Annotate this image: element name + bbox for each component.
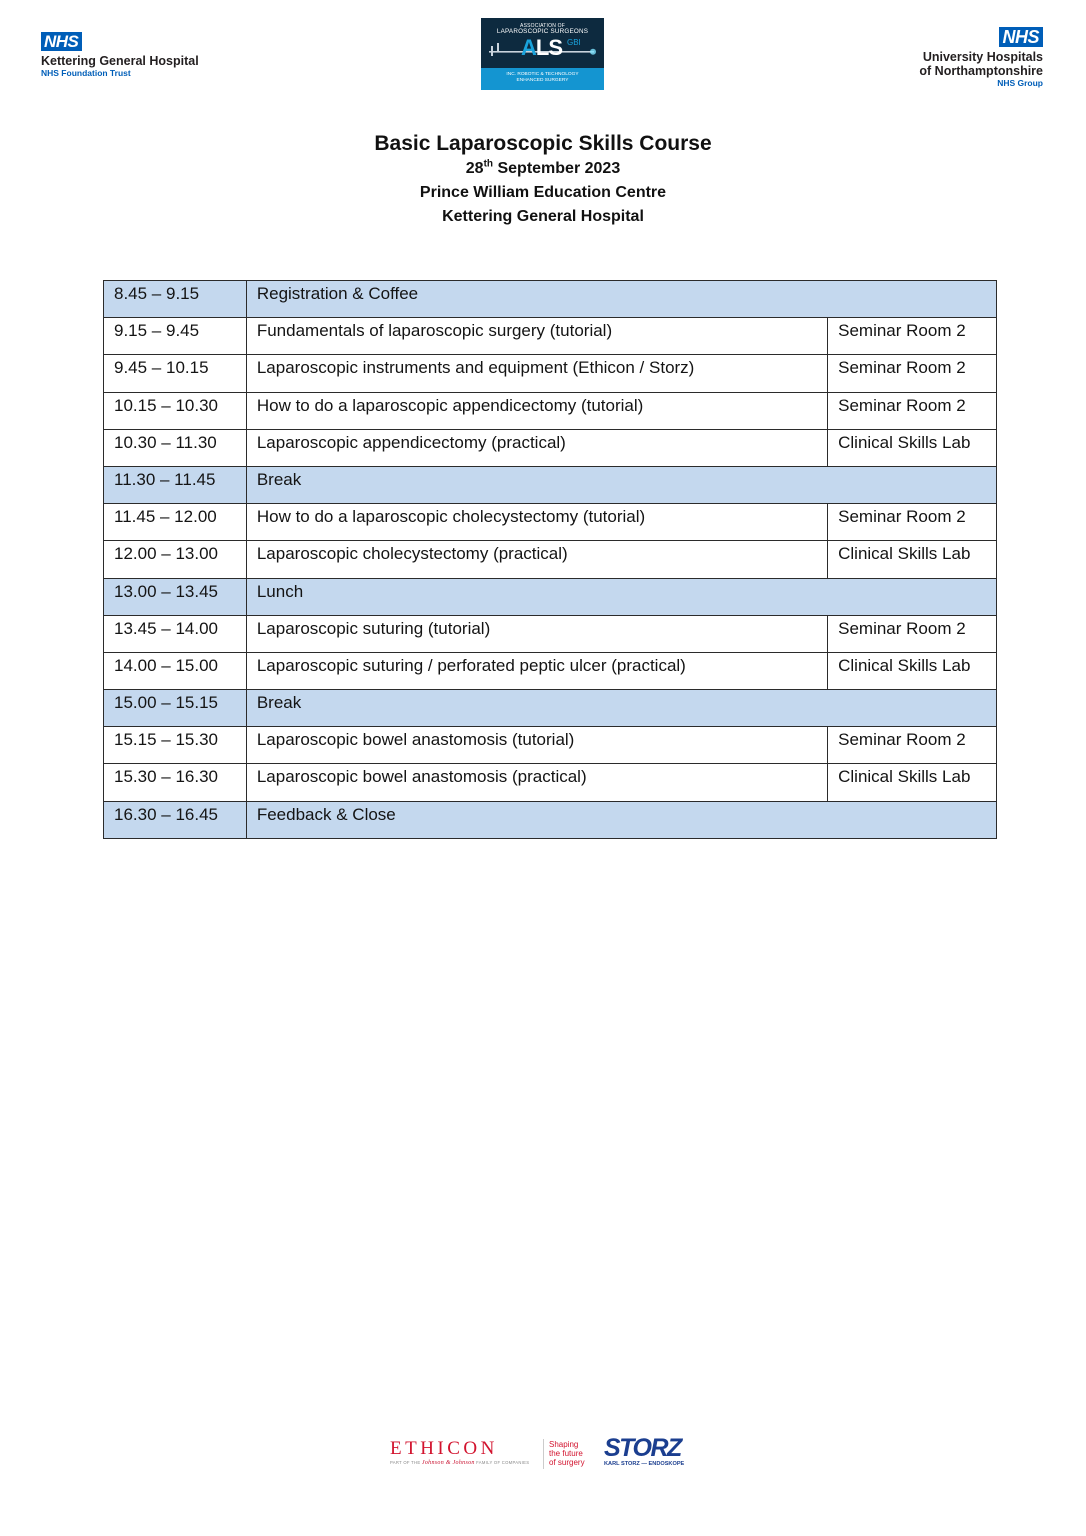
als-gbi-logo: [481, 18, 604, 90]
nhs-badge: NHS: [999, 27, 1043, 47]
time-cell: 15.15 – 15.30: [104, 727, 247, 764]
room-cell: Clinical Skills Lab: [828, 652, 997, 689]
activity-cell: Feedback & Close: [246, 801, 996, 838]
storz-logo: [604, 1436, 684, 1468]
schedule-row: [104, 652, 997, 689]
ethicon-sub-prefix: PART OF THE: [390, 1460, 422, 1465]
schedule-body: [104, 281, 997, 839]
room-cell: Seminar Room 2: [828, 615, 997, 652]
als-letters-ls: LS: [535, 35, 563, 60]
sponsor-logos: [388, 1436, 698, 1472]
sponsor-divider: [543, 1439, 544, 1469]
time-cell: 10.15 – 10.30: [104, 392, 247, 429]
storz-subtitle: KARL STORZ — ENDOSKOPE: [604, 1461, 685, 1467]
schedule-row-break: [104, 466, 997, 503]
schedule-row: [104, 541, 997, 578]
schedule-row: [104, 504, 997, 541]
course-hospital: Kettering General Hospital: [442, 208, 644, 225]
jnj-wordmark: Johnson & Johnson: [421, 1460, 475, 1466]
time-cell: 8.45 – 9.15: [104, 281, 247, 318]
activity-cell: Break: [246, 690, 996, 727]
schedule-row-break: [104, 281, 997, 318]
tagline-line1: Shaping: [549, 1440, 579, 1449]
time-cell: 14.00 – 15.00: [104, 652, 247, 689]
course-venue: Prince William Education Centre: [419, 184, 667, 201]
schedule-row: [104, 355, 997, 392]
schedule-row: [104, 727, 997, 764]
university-hospitals-northamptonshire-logo: [919, 27, 1043, 89]
schedule-row: [104, 392, 997, 429]
als-tagline-line1: INC. ROBOTIC & TECHNOLOGY: [506, 72, 579, 77]
kettering-general-hospital-logo: [41, 32, 199, 78]
activity-cell: Laparoscopic cholecystectomy (practical): [246, 541, 827, 578]
time-cell: 12.00 – 13.00: [104, 541, 247, 578]
time-cell: 16.30 – 16.45: [104, 801, 247, 838]
tagline-line3: of surgery: [549, 1458, 585, 1467]
activity-cell: Laparoscopic appendicectomy (practical): [246, 429, 827, 466]
room-cell: Seminar Room 2: [828, 318, 997, 355]
ethicon-subline: [390, 1460, 529, 1466]
hospital-subtitle: NHS Foundation Trust: [41, 68, 131, 78]
room-cell: Clinical Skills Lab: [828, 764, 997, 801]
schedule-row: [104, 429, 997, 466]
time-cell: 15.00 – 15.15: [104, 690, 247, 727]
schedule-row: [104, 318, 997, 355]
course-date: [0, 157, 1086, 181]
tagline-line2: the future: [549, 1449, 583, 1458]
als-tagline: [481, 68, 604, 90]
storz-wordmark: STORZ: [604, 1434, 681, 1462]
room-cell: Clinical Skills Lab: [828, 429, 997, 466]
als-line2: LAPAROSCOPIC SURGEONS: [496, 28, 589, 35]
org-name-line1: University Hospitals: [922, 50, 1043, 64]
room-cell: Seminar Room 2: [828, 355, 997, 392]
room-cell: Seminar Room 2: [828, 504, 997, 541]
time-cell: 11.45 – 12.00: [104, 504, 247, 541]
ethicon-tagline: [549, 1440, 585, 1467]
schedule-row-break: [104, 801, 997, 838]
room-cell: Clinical Skills Lab: [828, 541, 997, 578]
activity-cell: Laparoscopic bowel anastomosis (practical): [246, 764, 827, 801]
hospital-name: Kettering General Hospital: [41, 54, 199, 68]
schedule-row: [104, 764, 997, 801]
activity-cell: How to do a laparoscopic cholecystectomy (tutorial): [246, 504, 827, 541]
schedule-row: [104, 615, 997, 652]
activity-cell: How to do a laparoscopic appendicectomy (tutorial): [246, 392, 827, 429]
date-month-year: September 2023: [493, 160, 621, 177]
als-letter-a: A: [521, 35, 536, 60]
schedule-row-break: [104, 690, 997, 727]
activity-cell: Laparoscopic suturing (tutorial): [246, 615, 827, 652]
course-title: Basic Laparoscopic Skills Course: [374, 132, 712, 155]
ethicon-logo: ETHICON: [390, 1438, 498, 1459]
activity-cell: Laparoscopic bowel anastomosis (tutorial): [246, 727, 827, 764]
activity-cell: Laparoscopic suturing / perforated peptic ulcer (practical): [246, 652, 827, 689]
time-cell: 15.30 – 16.30: [104, 764, 247, 801]
schedule-row-break: [104, 578, 997, 615]
als-org-title: [481, 23, 604, 35]
als-tagline-line2: ENHANCED SURGERY: [516, 78, 569, 83]
room-cell: Seminar Room 2: [828, 392, 997, 429]
time-cell: 11.30 – 11.45: [104, 466, 247, 503]
activity-cell: Break: [246, 466, 996, 503]
nhs-badge: NHS: [41, 32, 82, 51]
date-day: 28: [465, 160, 484, 177]
activity-cell: Lunch: [246, 578, 996, 615]
course-title-block: [0, 130, 1086, 229]
als-gbi-suffix: GBI: [567, 38, 581, 47]
time-cell: 13.00 – 13.45: [104, 578, 247, 615]
activity-cell: Registration & Coffee: [246, 281, 996, 318]
time-cell: 9.15 – 9.45: [104, 318, 247, 355]
ethicon-sub-suffix: FAMILY OF COMPANIES: [474, 1460, 530, 1465]
als-wordmark: [521, 35, 562, 61]
activity-cell: Laparoscopic instruments and equipment (Ethicon / Storz): [246, 355, 827, 392]
time-cell: 10.30 – 11.30: [104, 429, 247, 466]
org-name-line2: of Northamptonshire: [919, 64, 1043, 78]
time-cell: 13.45 – 14.00: [104, 615, 247, 652]
org-subtitle: NHS Group: [997, 78, 1043, 88]
room-cell: Seminar Room 2: [828, 727, 997, 764]
schedule-table: [103, 280, 997, 839]
activity-cell: Fundamentals of laparoscopic surgery (tutorial): [246, 318, 827, 355]
als-line1: ASSOCIATION OF: [520, 23, 565, 29]
time-cell: 9.45 – 10.15: [104, 355, 247, 392]
date-ordinal: th: [483, 158, 494, 170]
